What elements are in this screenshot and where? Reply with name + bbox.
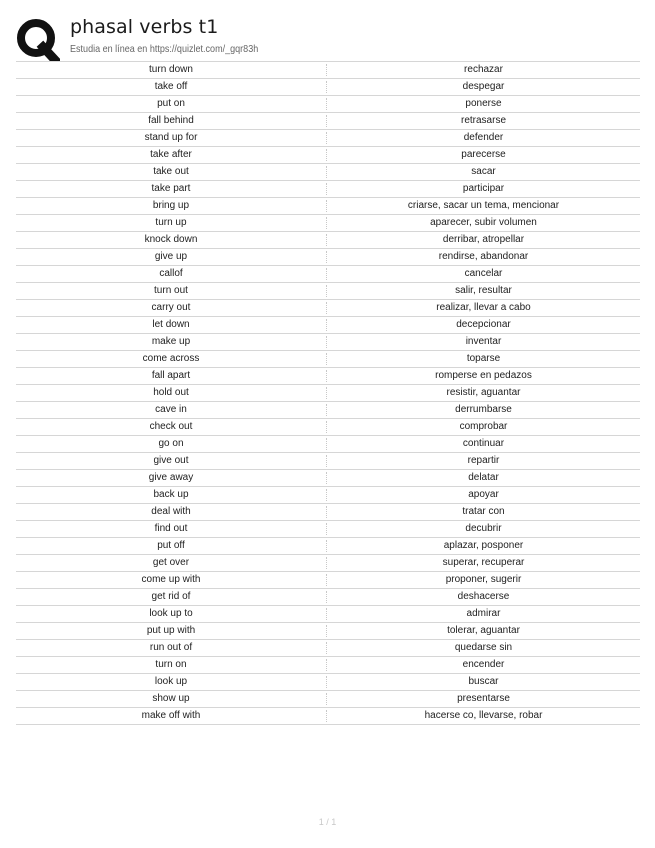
document-header (16, 14, 640, 60)
table-row (16, 385, 640, 402)
table-row (16, 708, 640, 725)
term-cell: put on (157, 98, 185, 109)
quizlet-logo-icon (16, 18, 60, 62)
definition-cell: hacerse co, llevarse, robar (424, 710, 543, 721)
table-row (16, 232, 640, 249)
table-row (16, 283, 640, 300)
term-cell: let down (152, 319, 190, 330)
table-row (16, 538, 640, 555)
table-row (16, 504, 640, 521)
term-cell: give up (154, 251, 188, 262)
definition-cell: comprobar (459, 421, 508, 432)
definition-cell: cancelar (464, 268, 503, 279)
term-cell: knock down (144, 234, 198, 245)
table-row (16, 623, 640, 640)
term-cell: cave in (155, 404, 187, 415)
table-row (16, 606, 640, 623)
term-cell: look up to (149, 608, 193, 619)
definition-cell: defender (463, 132, 504, 143)
table-row (16, 164, 640, 181)
definition-cell: buscar (468, 676, 499, 687)
definition-cell: tolerar, aguantar (447, 625, 520, 636)
term-cell: give out (153, 455, 189, 466)
term-cell: take off (154, 81, 188, 92)
table-row (16, 334, 640, 351)
term-cell: hold out (153, 387, 189, 398)
term-cell: stand up for (144, 132, 198, 143)
definition-cell: admirar (466, 608, 501, 619)
definition-cell: presentarse (457, 693, 510, 704)
term-cell: carry out (151, 302, 191, 313)
definition-cell: derribar, atropellar (442, 234, 525, 245)
table-row (16, 453, 640, 470)
definition-cell: rechazar (464, 64, 503, 75)
term-cell: look up (154, 676, 188, 687)
table-row (16, 113, 640, 130)
table-row (16, 657, 640, 674)
term-cell: turn up (155, 217, 187, 228)
table-row (16, 470, 640, 487)
definition-cell: ponerse (465, 98, 502, 109)
definition-cell: participar (462, 183, 505, 194)
term-cell: go on (158, 438, 184, 449)
table-row (16, 317, 640, 334)
table-row (16, 572, 640, 589)
definition-cell: parecerse (461, 149, 506, 160)
term-cell: run out of (149, 642, 193, 653)
term-cell: fall apart (151, 370, 191, 381)
table-row (16, 62, 640, 79)
term-cell: get over (152, 557, 190, 568)
definition-cell: deshacerse (457, 591, 510, 602)
definition-cell: retrasarse (460, 115, 506, 126)
definition-cell: repartir (467, 455, 500, 466)
definition-cell: delatar (468, 472, 499, 483)
table-row (16, 198, 640, 215)
term-cell: back up (153, 489, 189, 500)
term-cell: check out (149, 421, 193, 432)
table-row (16, 368, 640, 385)
table-row (16, 96, 640, 113)
definition-cell: continuar (462, 438, 505, 449)
definition-cell: aparecer, subir volumen (430, 217, 537, 228)
definition-cell: toparse (466, 353, 501, 364)
term-cell: put up with (146, 625, 196, 636)
table-row (16, 555, 640, 572)
table-row (16, 487, 640, 504)
table-row (16, 249, 640, 266)
term-cell: put off (157, 540, 185, 551)
definition-cell: decubrir (465, 523, 502, 534)
table-row (16, 436, 640, 453)
term-cell: deal with (151, 506, 191, 517)
table-row (16, 266, 640, 283)
table-row (16, 351, 640, 368)
table-row (16, 147, 640, 164)
term-cell: take out (153, 166, 189, 177)
table-row (16, 674, 640, 691)
table-row (16, 300, 640, 317)
page-number: 1 / 1 (318, 817, 337, 827)
definition-cell: romperse en pedazos (435, 370, 532, 381)
table-row (16, 419, 640, 436)
definition-cell: tratar con (462, 506, 505, 517)
page-title: phasal verbs t1 (70, 16, 219, 38)
term-cell: take after (150, 149, 192, 160)
term-cell: make up (151, 336, 191, 347)
definition-cell: rendirse, abandonar (438, 251, 529, 262)
term-cell: make off with (141, 710, 201, 721)
term-cell: come up with (141, 574, 201, 585)
term-cell: get rid of (151, 591, 191, 602)
definition-cell: inventar (465, 336, 502, 347)
term-cell: fall behind (148, 115, 194, 126)
definition-cell: apoyar (468, 489, 499, 500)
table-row (16, 640, 640, 657)
table-row (16, 215, 640, 232)
table-row (16, 79, 640, 96)
term-cell: turn on (155, 659, 187, 670)
definition-cell: proponer, sugerir (445, 574, 522, 585)
table-row (16, 130, 640, 147)
term-cell: turn out (154, 285, 188, 296)
definition-cell: aplazar, posponer (443, 540, 524, 551)
term-cell: turn down (149, 64, 193, 75)
definition-cell: quedarse sin (454, 642, 513, 653)
definition-cell: criarse, sacar un tema, mencionar (407, 200, 560, 211)
term-cell: show up (152, 693, 190, 704)
term-cell: give away (148, 472, 194, 483)
definition-cell: superar, recuperar (442, 557, 525, 568)
definition-cell: despegar (462, 81, 505, 92)
term-cell: callof (159, 268, 183, 279)
table-row (16, 402, 640, 419)
definition-cell: salir, resultar (455, 285, 512, 296)
vocab-table (16, 61, 640, 725)
definition-cell: decepcionar (456, 319, 511, 330)
term-cell: take part (151, 183, 191, 194)
table-row (16, 589, 640, 606)
term-cell: come across (142, 353, 200, 364)
study-online-link[interactable]: Estudia en línea en https://quizlet.com/_gqr83h (70, 43, 259, 55)
definition-cell: derrumbarse (455, 404, 512, 415)
table-row (16, 181, 640, 198)
table-row (16, 691, 640, 708)
definition-cell: resistir, aguantar (446, 387, 521, 398)
definition-cell: sacar (471, 166, 496, 177)
term-cell: find out (154, 523, 188, 534)
definition-cell: realizar, llevar a cabo (436, 302, 531, 313)
term-cell: bring up (152, 200, 190, 211)
table-row (16, 521, 640, 538)
definition-cell: encender (462, 659, 505, 670)
